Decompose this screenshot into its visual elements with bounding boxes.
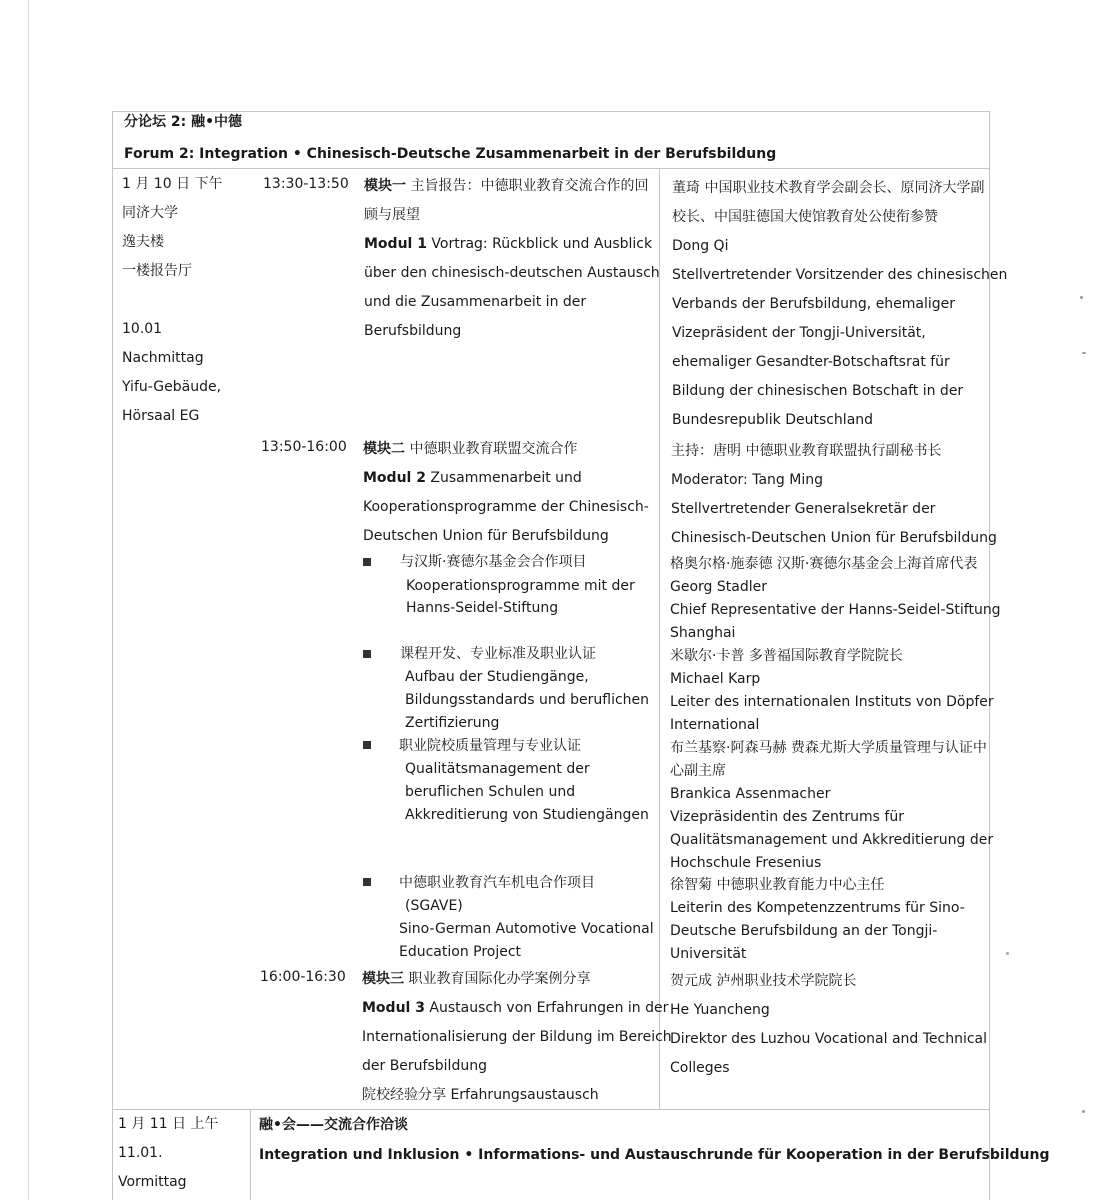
table-divider-speakers	[659, 168, 660, 1109]
module3-speaker: Colleges	[670, 1060, 730, 1076]
module2-title-zh-text: 中德职业教育联盟交流合作	[409, 441, 578, 457]
module2-moderator-line: Stellvertretender Generalsekretär der	[671, 501, 936, 517]
module2-item4-speaker: Universität	[670, 946, 747, 962]
module2-item3-speaker: Vizepräsidentin des Zentrums für	[670, 809, 904, 825]
module1-speaker-line: 董琦 中国职业技术教育学会副会长、原同济大学副	[672, 180, 985, 196]
module2-item3-speaker: 心副主席	[670, 763, 726, 779]
module1-speaker-line: Bundesrepublik Deutschland	[672, 412, 874, 428]
table-border-day2-top	[112, 1109, 990, 1110]
day1-place-de-1: Yifu-Gebäude,	[122, 379, 222, 395]
module3-speaker: He Yuancheng	[670, 1002, 770, 1018]
module1-title-de-line2: über den chinesisch-deutschen Austausch	[364, 265, 660, 281]
module2-title-de	[363, 469, 582, 487]
day1-place-zh-1: 同济大学	[122, 205, 178, 221]
module2-item4-title-zh: 中德职业教育汽车机电合作项目	[399, 875, 595, 891]
module1-speaker-line: Bildung der chinesischen Botschaft in der	[672, 383, 964, 399]
module3-label-zh: 模块三	[362, 971, 404, 987]
module2-item4-title-de: (SGAVE)	[405, 898, 463, 914]
module2-item3-speaker: Brankica Assenmacher	[670, 786, 831, 802]
module3-speaker: Direktor des Luzhou Vocational and Technical	[670, 1031, 988, 1047]
module1-speaker-line: Vizepräsident der Tongji-Universität,	[672, 325, 926, 341]
module1-label-zh: 模块一	[364, 178, 406, 194]
scan-speck	[1006, 952, 1009, 955]
module2-item3-title-zh: 职业院校质量管理与专业认证	[399, 738, 581, 754]
table-border-header-bottom	[112, 168, 990, 169]
module2-item4-speaker: 徐智菊 中德职业教育能力中心主任	[670, 877, 885, 893]
module3-label-de: Modul 3	[362, 1000, 425, 1016]
list-bullet	[363, 878, 371, 886]
forum-title-de: Forum 2: Integration • Chinesisch-Deutsche Zusammenarbeit in der Berufsbildung	[124, 146, 777, 162]
module2-moderator-line: Chinesisch-Deutschen Union für Berufsbildung	[671, 530, 997, 546]
module2-item3-speaker: Hochschule Fresenius	[670, 855, 822, 871]
module2-item2-speaker: International	[670, 717, 760, 733]
day1-time-de: Nachmittag	[122, 350, 204, 366]
module2-item3-title-de: Qualitätsmanagement der	[405, 761, 590, 777]
module1-title-zh-line2: 顾与展望	[364, 207, 420, 223]
module2-item2-title-de: Zertifizierung	[405, 715, 500, 731]
module3-speaker: 贺元成 泸州职业技术学院院长	[670, 973, 857, 989]
module1-label-de: Modul 1	[364, 236, 427, 252]
module1-speaker-line: ehemaliger Gesandter-Botschaftsrat für	[672, 354, 950, 370]
module2-moderator-line: Moderator: Tang Ming	[671, 472, 823, 488]
table-border-top	[112, 111, 990, 112]
module2-item2-title-de: Aufbau der Studiengänge,	[405, 669, 589, 685]
module3-title-zh	[362, 970, 590, 988]
module2-item2-speaker: Leiter des internationalen Instituts von Döpfer	[670, 694, 994, 710]
module3-title-zh-text: 职业教育国际化办学案例分享	[408, 971, 591, 987]
module2-item3-speaker: 布兰基察·阿森马赫 费森尤斯大学质量管理与认证中	[670, 740, 987, 756]
module2-time: 13:50-16:00	[261, 439, 347, 455]
day2-date-de: 11.01.	[118, 1145, 163, 1161]
list-bullet	[363, 558, 371, 566]
day2-date-zh: 1 月 11 日 上午	[118, 1116, 219, 1132]
module1-title-zh-line1: 主旨报告：中德职业教育交流合作的回	[410, 178, 649, 194]
module2-item1-speaker: Shanghai	[670, 625, 736, 641]
module2-title-de-line3: Deutschen Union für Berufsbildung	[363, 528, 609, 544]
module2-label-de: Modul 2	[363, 470, 426, 486]
day2-time-de: Vormittag	[118, 1174, 187, 1190]
module2-title-zh	[363, 440, 577, 458]
module3-time: 16:00-16:30	[260, 969, 346, 985]
table-divider-day2	[250, 1109, 251, 1200]
module2-label-zh: 模块二	[363, 441, 405, 457]
day1-date-de: 10.01	[122, 321, 163, 337]
module1-title-de-line3: und die Zusammenarbeit in der	[364, 294, 587, 310]
module2-item4-speaker: Deutsche Berufsbildung an der Tongji-	[670, 923, 938, 939]
module2-item2-title-zh: 课程开发、专业标准及职业认证	[400, 646, 596, 662]
day1-place-zh-3: 一楼报告厅	[122, 263, 192, 279]
scan-speck	[1080, 296, 1083, 299]
module2-item1-title-zh: 与汉斯·赛德尔基金会合作项目	[400, 554, 587, 570]
module2-item2-title-de: Bildungsstandards und beruflichen	[405, 692, 650, 708]
module2-item1-speaker: 格奥尔格·施泰德 汉斯·赛德尔基金会上海首席代表	[670, 556, 978, 572]
scan-speck	[1082, 1110, 1085, 1113]
module2-item4-title-de: Education Project	[399, 944, 522, 960]
module2-item1-title-de: Hanns-Seidel-Stiftung	[406, 600, 559, 616]
day1-date-zh: 1 月 10 日 下午	[122, 176, 223, 192]
module1-title-de-line4: Berufsbildung	[364, 323, 462, 339]
table-border-left	[112, 111, 113, 1200]
module1-speaker-line: Dong Qi	[672, 238, 729, 254]
module2-moderator-line: 主持：唐明 中德职业教育联盟执行副秘书长	[671, 443, 942, 459]
day2-title-zh: 融•会——交流合作洽谈	[259, 1117, 408, 1133]
module1-title-zh	[364, 177, 648, 195]
module1-time: 13:30-13:50	[263, 176, 349, 192]
module1-speaker-line: Stellvertretender Vorsitzender des chinesischen	[672, 267, 1008, 283]
module1-speaker-line: 校长、中国驻德国大使馆教育处公使衔参赞	[672, 209, 938, 225]
module2-item1-speaker: Chief Representative der Hanns-Seidel-Stiftung	[670, 602, 1001, 618]
module2-item2-speaker: Michael Karp	[670, 671, 761, 687]
module2-item3-speaker: Qualitätsmanagement und Akkreditierung der	[670, 832, 994, 848]
day1-place-de-2: Hörsaal EG	[122, 408, 200, 424]
module2-item3-title-de: beruflichen Schulen und	[405, 784, 576, 800]
module2-item4-title-de: Sino-German Automotive Vocational	[399, 921, 654, 937]
list-bullet	[363, 650, 371, 658]
module3-title-de-line1: Austausch von Erfahrungen in der	[429, 1000, 669, 1016]
module2-title-de-line2: Kooperationsprogramme der Chinesisch-	[363, 499, 649, 515]
day2-title-de: Integration und Inklusion • Informations- und Austauschrunde für Kooperation in der Berufsbildung	[259, 1147, 1050, 1163]
module3-extra: 院校经验分享 Erfahrungsaustausch	[362, 1087, 599, 1103]
module2-item1-title-de: Kooperationsprogramme mit der	[406, 578, 635, 594]
module3-title-de-line2: Internationalisierung der Bildung im Bereich	[362, 1029, 672, 1045]
forum-title-zh: 分论坛 2: 融•中德	[124, 114, 243, 130]
page-edge	[28, 0, 29, 1200]
module2-item4-speaker: Leiterin des Kompetenzzentrums für Sino-	[670, 900, 965, 916]
list-bullet	[363, 741, 371, 749]
module1-speaker-line: Verbands der Berufsbildung, ehemaliger	[672, 296, 956, 312]
module2-item3-title-de: Akkreditierung von Studiengängen	[405, 807, 649, 823]
module1-title-de	[364, 235, 652, 253]
day1-place-zh-2: 逸夫楼	[122, 234, 164, 250]
module2-title-de-line1: Zusammenarbeit und	[430, 470, 582, 486]
module2-item2-speaker: 米歇尔·卡普 多普福国际教育学院院长	[670, 648, 903, 664]
module2-item1-speaker: Georg Stadler	[670, 579, 767, 595]
module3-title-de-line3: der Berufsbildung	[362, 1058, 487, 1074]
module1-title-de-line1: Vortrag: Rückblick und Ausblick	[431, 236, 653, 252]
scan-speck	[1082, 352, 1086, 354]
module3-title-de	[362, 999, 668, 1017]
